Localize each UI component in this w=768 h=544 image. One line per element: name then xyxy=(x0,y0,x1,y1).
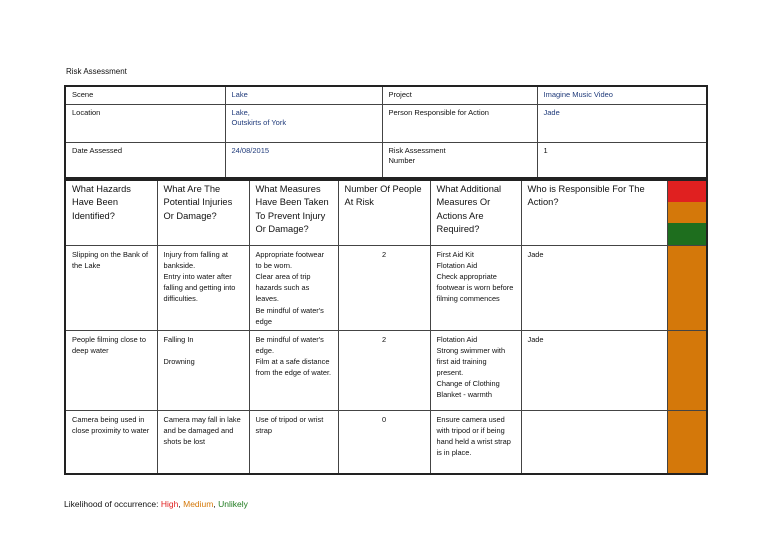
location-value xyxy=(225,104,382,142)
medium-swatch xyxy=(668,202,707,223)
legend-prefix: Likelihood of occurrence: xyxy=(64,499,159,509)
scene-value: Lake xyxy=(225,86,382,104)
risk-color-key xyxy=(667,180,707,246)
risk-level-cell xyxy=(667,246,707,331)
risk-label-line-1: Risk Assessment xyxy=(388,145,446,155)
additional-cell xyxy=(430,246,521,331)
measures-cell: Use of tripod or wrist strap xyxy=(249,410,338,474)
risk-level-cell xyxy=(667,410,707,474)
additional-line: Strong swimmer with first aid training present. xyxy=(436,345,506,378)
likelihood-legend: Likelihood of occurrence: High, Medium, Unlikely xyxy=(64,499,248,509)
additional-line: Change of Clothing xyxy=(436,379,500,389)
legend-high: High xyxy=(160,499,179,509)
info-table xyxy=(64,85,708,179)
header-measures: What Measures Have Been Taken To Prevent Injury Or Damage? xyxy=(249,180,338,246)
table-row xyxy=(65,330,707,410)
additional-line: Check appropriate footwear is worn before filming commences xyxy=(436,272,514,304)
measure-line: Film at a safe distance from the edge of water. xyxy=(255,356,332,378)
hazard-cell: People filming close to deep water xyxy=(65,330,157,410)
risk-label-line-2: Number xyxy=(388,156,416,165)
project-value: Imagine Music Video xyxy=(537,86,707,104)
high-swatch xyxy=(668,181,707,202)
project-label: Project xyxy=(382,86,537,104)
responsible-cell xyxy=(521,410,667,474)
additional-cell: Ensure camera used with tripod or if being hand held a wrist strap is in place. xyxy=(430,410,521,474)
document-title: Risk Assessment xyxy=(66,67,127,76)
additional-line: Flotation Aid xyxy=(436,334,478,344)
measure-line: Clear area of trip hazards such as leaves. xyxy=(255,272,311,304)
additional-line: Blanket - warmth xyxy=(436,390,492,400)
risk-number-value: 1 xyxy=(537,142,707,178)
responsible-cell: Jade xyxy=(521,246,667,331)
table-row xyxy=(65,246,707,331)
additional-cell xyxy=(430,330,521,410)
responsible-cell: Jade xyxy=(521,330,667,410)
header-row xyxy=(65,180,707,246)
header-responsible: Who is Responsible For The Action? xyxy=(521,180,667,246)
measure-line: Be mindful of water's edge xyxy=(255,305,324,326)
number-cell: 2 xyxy=(338,246,430,331)
legend-unlikely: Unlikely xyxy=(218,499,248,509)
unlikely-swatch xyxy=(668,223,707,245)
responsible-value: Jade xyxy=(537,104,707,142)
measure-line: Appropriate footwear to be worn. xyxy=(255,250,325,271)
location-line-2: Outskirts of York xyxy=(231,118,287,127)
measures-cell xyxy=(249,330,338,410)
injury-line: Injury from falling at bankside. xyxy=(163,250,228,271)
date-label: Date Assessed xyxy=(65,142,225,178)
location-line-1: Lake, xyxy=(231,107,250,117)
number-cell: 0 xyxy=(338,410,430,474)
risk-level-cell xyxy=(667,330,707,410)
header-number: Number Of People At Risk xyxy=(338,180,430,246)
header-hazards: What Hazards Have Been Identified? xyxy=(65,180,157,246)
additional-line: First Aid Kit xyxy=(436,250,474,259)
injury-cell xyxy=(157,246,249,331)
measure-line: Be mindful of water's edge. xyxy=(255,334,324,355)
header-additional: What Additional Measures Or Actions Are Required? xyxy=(430,180,521,246)
scene-label: Scene xyxy=(65,86,225,104)
hazard-cell: Slipping on the Bank of the Lake xyxy=(65,246,157,331)
injury-line: Falling In xyxy=(163,334,194,344)
location-label: Location xyxy=(65,104,225,142)
info-row-date xyxy=(65,142,707,178)
injury-cell xyxy=(157,330,249,410)
injury-line: Drowning xyxy=(163,356,195,366)
measures-cell xyxy=(249,246,338,331)
table-row xyxy=(65,410,707,474)
number-cell: 2 xyxy=(338,330,430,410)
hazard-cell: Camera being used in close proximity to water xyxy=(65,410,157,474)
risk-table xyxy=(64,179,708,475)
risk-number-label xyxy=(382,142,537,178)
additional-line: Flotation Aid xyxy=(436,261,478,271)
date-value: 24/08/2015 xyxy=(225,142,382,178)
injury-line: Entry into water after falling and getting into difficulties. xyxy=(163,272,236,304)
info-row-location xyxy=(65,104,707,142)
header-injuries: What Are The Potential Injuries Or Damage? xyxy=(157,180,249,246)
responsible-label: Person Responsible for Action xyxy=(382,104,537,142)
legend-medium: Medium xyxy=(183,499,214,509)
injury-cell: Camera may fall in lake and be damaged and shots be lost xyxy=(157,410,249,474)
info-row-scene xyxy=(65,86,707,104)
